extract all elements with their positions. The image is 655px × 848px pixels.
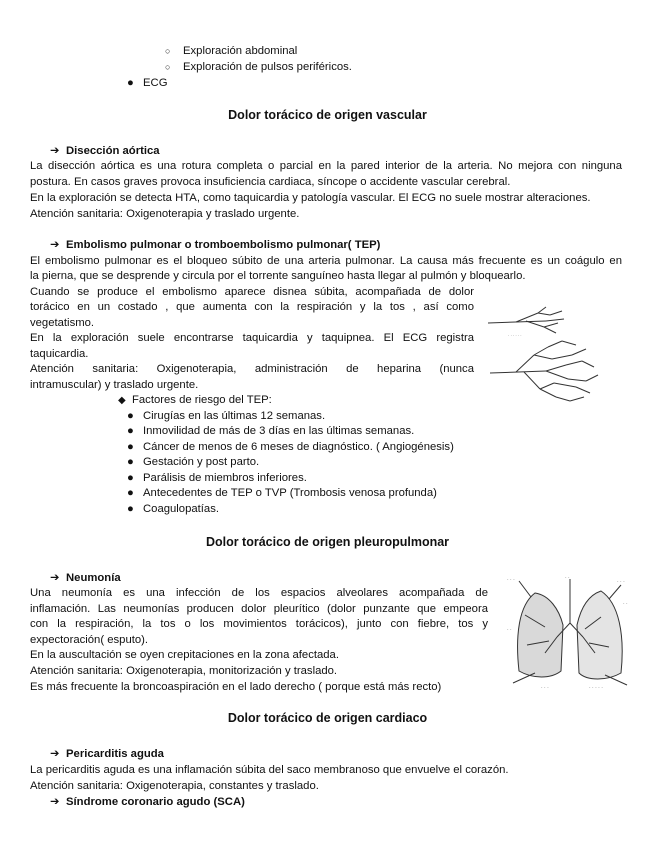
bullet-icon: ●: [127, 472, 134, 484]
svg-text:· · · · ·: · · · · ·: [589, 685, 603, 691]
subheading-neumonia: ➔ Neumonía: [50, 571, 121, 587]
circle-bullet-icon: ○: [165, 62, 171, 72]
diamond-bullet-icon: ◆: [118, 395, 126, 406]
arrow-icon: ➔: [50, 748, 60, 760]
section-heading-vascular: Dolor torácico de origen vascular: [228, 108, 427, 122]
paragraph-line: En la auscultación se oyen crepitaciones en la zona afectada.: [30, 649, 339, 661]
circle-bullet-icon: ○: [165, 46, 171, 56]
list-item: ○ Exploración abdominal: [165, 44, 297, 60]
subheading-embolismo: ➔ Embolismo pulmonar o tromboembolismo pulmonar( TEP): [50, 238, 380, 254]
list-item: ○ Exploración de pulsos periféricos.: [165, 60, 352, 76]
paragraph-line: Es más frecuente la broncoaspiración en el lado derecho ( porque está más recto): [30, 681, 442, 693]
svg-text:· · · · · ·: · · · · · ·: [508, 333, 522, 338]
paragraph-line: El embolismo pulmonar es el bloqueo súbito de una arteria pulmonar. La causa más frecuente es un coágulo en: [30, 255, 622, 267]
bullet-icon: ●: [127, 425, 134, 437]
subheading-diseccion: ➔ Disección aórtica: [50, 144, 160, 160]
arrow-icon: ➔: [50, 145, 60, 157]
paragraph-line: Atención sanitaria: Oxigenoterapia y traslado urgente.: [30, 208, 300, 220]
paragraph-line: inflamación. Las neumonías producen dolor pleurítico (dolor punzante que empeora: [30, 603, 488, 615]
svg-text:· ·: · ·: [507, 627, 512, 633]
list-item: ● ECG: [127, 76, 167, 92]
list-item: ● Inmovilidad de más de 3 días en las últimas semanas.: [127, 424, 414, 440]
pulmonary-artery-figure: [486, 305, 626, 405]
list-item: ● Parálisis de miembros inferiores.: [127, 471, 307, 487]
svg-text:· ·: · ·: [623, 601, 628, 607]
paragraph-line: torácico en un costado , que aumenta con la respiración y la tos , así como: [30, 301, 474, 313]
paragraph-line: Una neumonía es una infección de los espacios alveolares acompañada de: [30, 587, 488, 599]
paragraph-line: En la exploración se detecta HTA, como taquicardia y patología vascular. El ECG no suele mostrar alteraciones.: [30, 192, 591, 204]
paragraph-line: taquicardia.: [30, 348, 89, 360]
list-item: ● Coagulopatías.: [127, 502, 219, 518]
arrow-icon: ➔: [50, 796, 60, 808]
paragraph-line: con la respiración, la tos o los movimientos torácicos), junto con fiebre, tos y: [30, 618, 488, 630]
list-item: ● Antecedentes de TEP o TVP (Trombosis venosa profunda): [127, 486, 437, 502]
paragraph-line: Atención sanitaria: Oxigenoterapia, constantes y traslado.: [30, 780, 319, 792]
bullet-icon: ●: [127, 410, 134, 422]
bullet-icon: ●: [127, 441, 134, 453]
paragraph-line: La pericarditis aguda es una inflamación súbita del saco membranoso que envuelve el corazón.: [30, 764, 509, 776]
paragraph-line: vegetatismo.: [30, 317, 95, 329]
paragraph-line: Cuando se produce el embolismo aparece disnea súbita, acompañada de dolor: [30, 286, 474, 298]
bullet-icon: ●: [127, 503, 134, 515]
bullet-icon: ●: [127, 77, 134, 89]
svg-text:· ·: · ·: [565, 575, 570, 581]
bullet-icon: ●: [127, 487, 134, 499]
svg-text:· · ·: · · ·: [507, 577, 515, 583]
svg-text:· · ·: · · ·: [617, 579, 625, 585]
paragraph-line: Atención sanitaria: Oxigenoterapia, administración de heparina (nunca: [30, 363, 474, 375]
section-heading-pleuropulmonar: Dolor torácico de origen pleuropulmonar: [205, 535, 450, 549]
subheading-pericarditis: ➔ Pericarditis aguda: [50, 747, 164, 763]
paragraph-line: En la exploración suele encontrarse taquicardia y taquipnea. El ECG registra: [30, 332, 474, 344]
paragraph-line: la pierna, que se desprende y circula por el torrente sanguíneo hasta llegar al pulmón y bloquearlo.: [30, 270, 526, 282]
paragraph-line: expectoración( esputo).: [30, 634, 149, 646]
subheading-sca: ➔ Síndrome coronario agudo (SCA): [50, 795, 245, 811]
paragraph-line: La disección aórtica es una rotura completa o parcial en la pared interior de la arteria. No mejora con ninguna: [30, 160, 622, 172]
list-item: ● Gestación y post parto.: [127, 455, 259, 471]
paragraph-line: postura. En casos graves provoca insuficiencia cardiaca, síncope o accidente vascular cerebral.: [30, 176, 511, 188]
risk-factors-title: ◆ Factores de riesgo del TEP:: [118, 393, 272, 409]
section-heading-cardiaco: Dolor torácico de origen cardiaco: [227, 711, 428, 725]
paragraph-line: intramuscular) y traslado urgente.: [30, 379, 199, 391]
bullet-icon: ●: [127, 456, 134, 468]
paragraph-line: Atención sanitaria: Oxigenoterapia, monitorización y traslado.: [30, 665, 338, 677]
arrow-icon: ➔: [50, 239, 60, 251]
arrow-icon: ➔: [50, 572, 60, 584]
list-item: ● Cirugías en las últimas 12 semanas.: [127, 409, 325, 425]
list-item: ● Cáncer de menos de 6 meses de diagnóstico. ( Angiogénesis): [127, 440, 454, 456]
lungs-figure: [505, 575, 635, 693]
svg-text:· · ·: · · ·: [541, 685, 549, 691]
